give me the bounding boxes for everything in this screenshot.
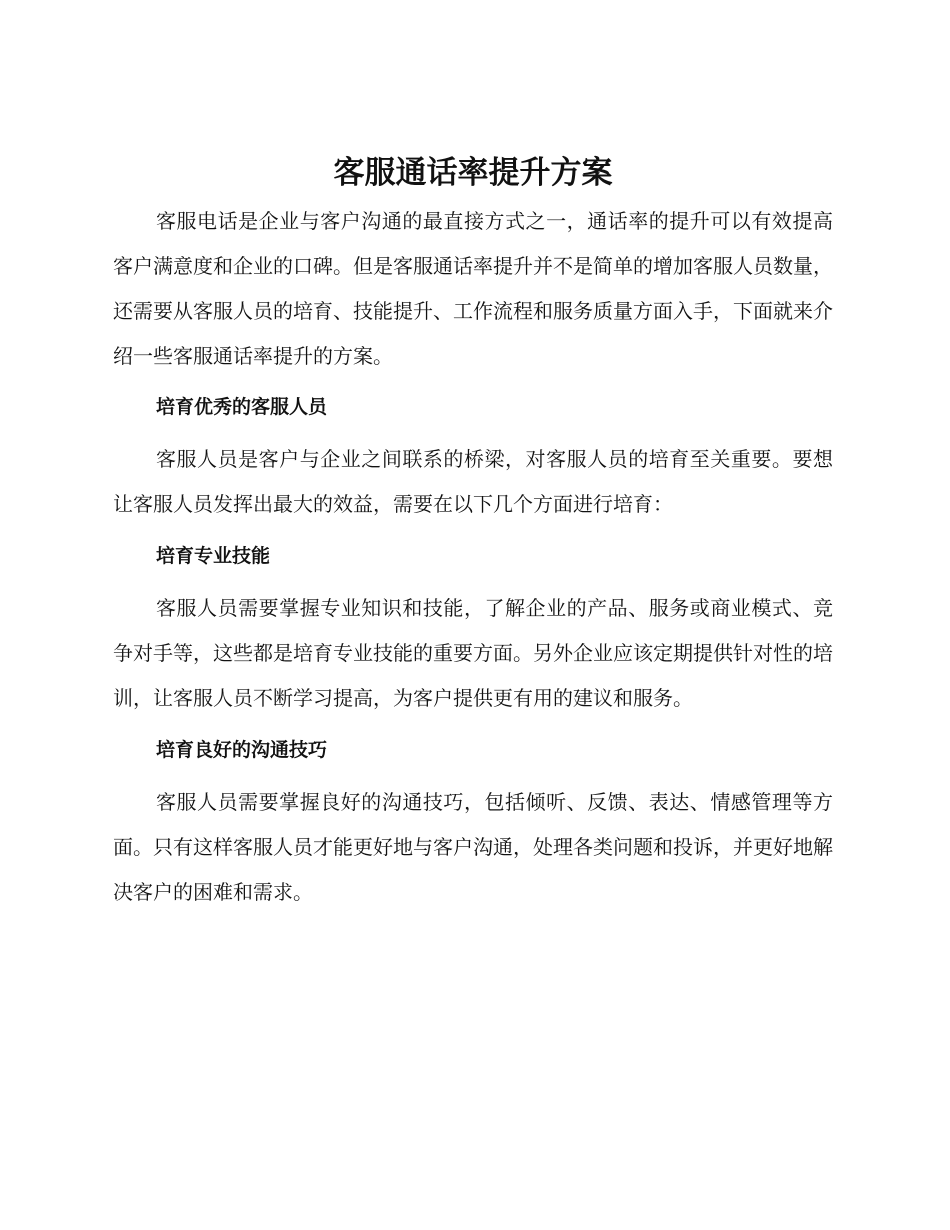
document-page: [113, 150, 833, 915]
section-heading-professional-skills: 培育专业技能: [156, 545, 271, 567]
section-heading-communication-skills: 培育良好的沟通技巧: [156, 739, 328, 761]
intro-paragraph: 客服电话是企业与客户沟通的最直接方式之一，通话率的提升可以有效提高客户满意度和企业的口碑。但是客服通话率提升并不是简单的增加客服人员数量，还需要从客服人员的培育、技能提升、工作流程和服务质量方面入手，下面就来介绍一些客服通话率提升的方案。: [113, 209, 833, 368]
section-body-communication-skills: 客服人员需要掌握良好的沟通技巧，包括倾听、反馈、表达、情感管理等方面。只有这样客服人员才能更好地与客户沟通，处理各类问题和投诉，并更好地解决客户的困难和需求。: [113, 790, 833, 904]
section-body-training-staff: 客服人员是客户与企业之间联系的桥梁，对客服人员的培育至关重要。要想让客服人员发挥出最大的效益，需要在以下几个方面进行培育：: [113, 447, 833, 516]
section-body-professional-skills: 客服人员需要掌握专业知识和技能，了解企业的产品、服务或商业模式、竞争对手等，这些都是培育专业技能的重要方面。另外企业应该定期提供针对性的培训，让客服人员不断学习提高，为客户提供更有用的建议和服务。: [113, 596, 833, 710]
document-title: 客服通话率提升方案: [333, 155, 613, 191]
section-heading-training-staff: 培育优秀的客服人员: [156, 396, 328, 418]
